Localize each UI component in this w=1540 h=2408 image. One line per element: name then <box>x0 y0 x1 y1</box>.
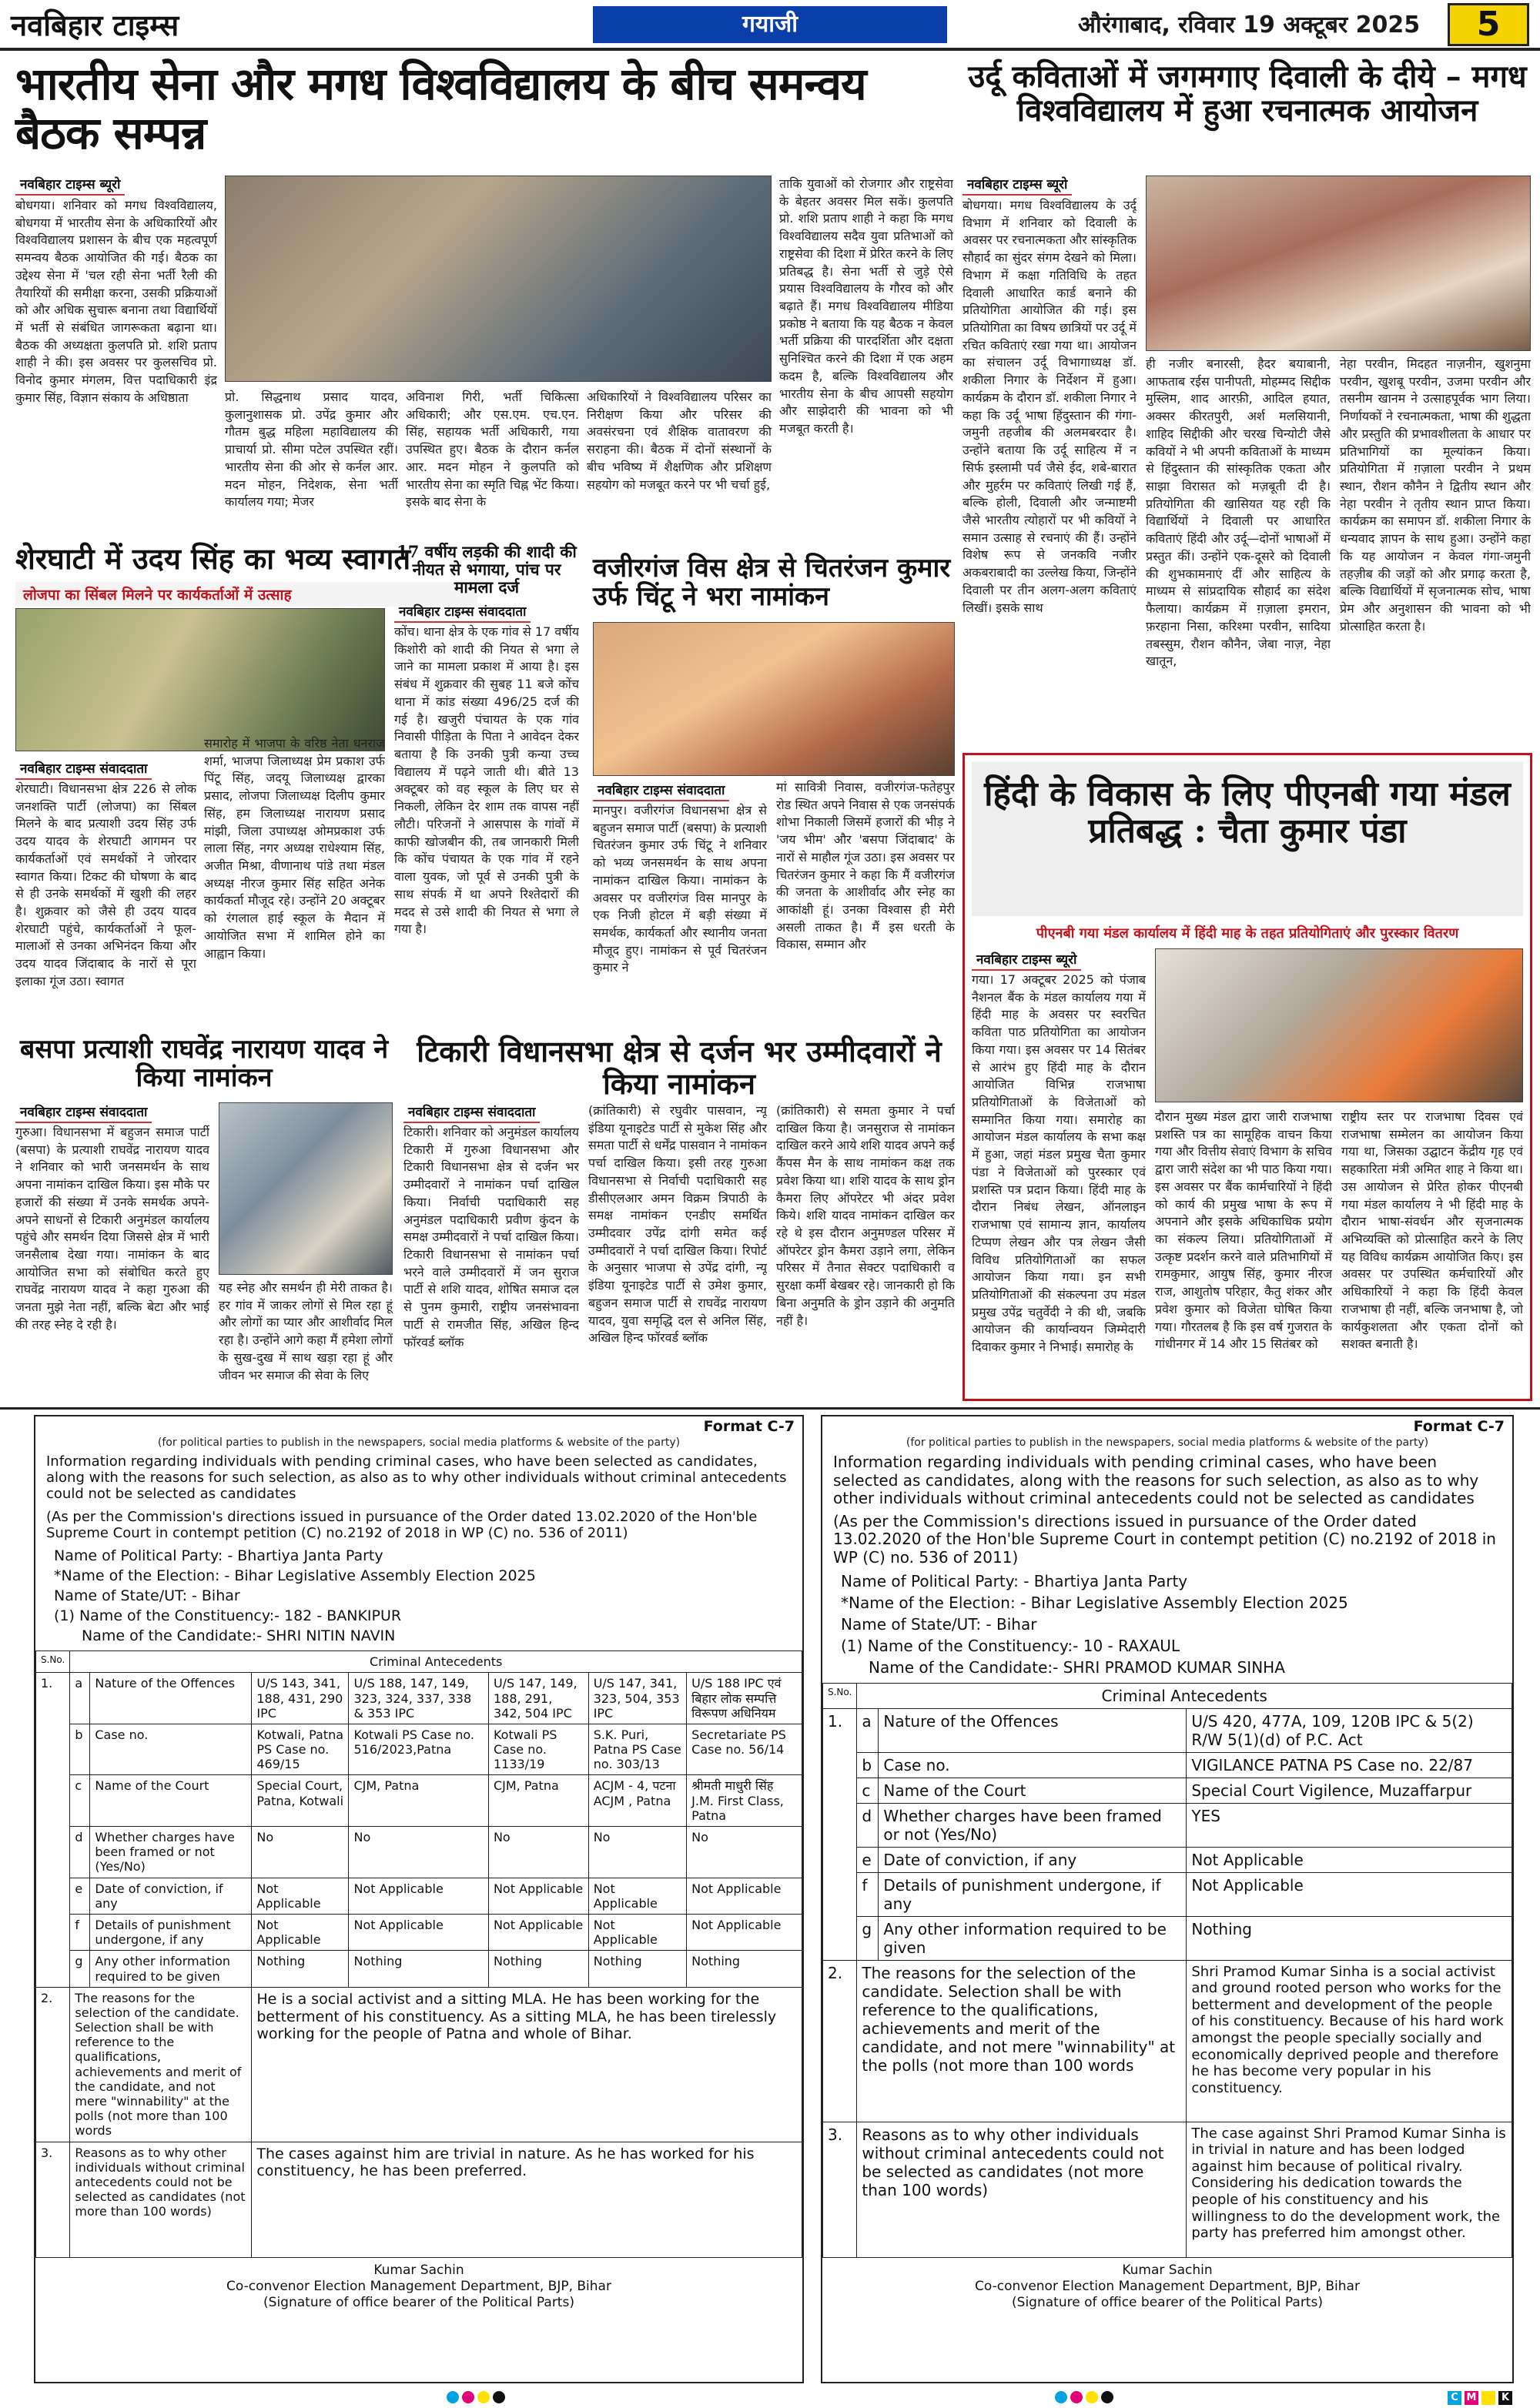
cell: Kotwali, Patna PS Case no. 469/15 <box>252 1724 349 1775</box>
cell: Not Applicable <box>349 1878 488 1914</box>
cmk-c: C <box>1448 2391 1461 2405</box>
cell: Not Applicable <box>588 1878 686 1914</box>
row-label: Details of punishment undergone, if any <box>879 1872 1187 1916</box>
cell: Nothing <box>687 1951 802 1987</box>
form-left-title: Format C-7 <box>703 1418 795 1435</box>
story6-col3: राष्ट्रीय स्तर पर राजभाषा दिवस एवं राजभाषा सम्मेलन का आयोजन किया गया था, जिसका उद्घाटन केंद्रीय गृह एवं सहकारिता मंत्री अमित शाह ने किया था। उस आयोजन से प्रेरित होकर पीएनबी गया मंडल कार्यालय ने भी हिंदी माह के दौरान भाषा-संवर्धन और सृजनात्मक अभिव्यक्ति को प्रोत्साहित करने के लिए यह विविध कार्यक्रम आयोजित किए। इस अवसर पर उपस्थित कर्मचारियों और अधिकारियों ने कहा कि हिंदी केवल राजभाषा ही नहीं, बल्कि जनभाषा है, जो कार्यकुशलता और एकता दोनों को सशक्त बनाती है। <box>1341 1109 1523 1352</box>
cell: No <box>488 1827 588 1878</box>
cell: Kotwali PS Case no. 1133/19 <box>488 1724 588 1775</box>
cell: Not Applicable <box>349 1914 488 1950</box>
story7-col1: गुरुआ। विधानसभा में बहुजन समाज पार्टी (बसपा) के प्रत्याशी राघवेंद्र नारायण यादव ने शनिवार को भारी जनसमर्थन के साथ अपना नामांकन दाखिल किया। इस मौके पर हजारों की संख्या में उनके समर्थक अपने-अपने साधनों से टिकारी अनुमंडल कार्यालय पहुंचे और समर्थन दिया जिससे क्षेत्र में भारी जनसैलाब देखा गया। नामांकन के बाद आयोजित सभा को संबोधित करते हुए राघवेंद्र नारायण यादव ने कहा गुरुआ की जनता मुझे नेता नहीं, बल्कि बेटा और भाई की तरह स्नेह दे रही है। <box>15 1125 209 1332</box>
table-row <box>36 1724 802 1775</box>
cell: Not Applicable <box>1187 1847 1512 1872</box>
ca-header: Criminal Antecedents <box>70 1651 802 1673</box>
form-right-table <box>822 1683 1512 2258</box>
row-num: 2. <box>823 1960 857 2122</box>
table-row <box>823 1752 1512 1778</box>
cell: श्रीमती माधुरी सिंह J.M. First Class, Patna <box>687 1775 802 1827</box>
table-row <box>823 1960 1512 2122</box>
signatory-name: Kumar Sachin <box>1122 2262 1213 2278</box>
row-letter: a <box>857 1708 879 1752</box>
form-left <box>34 1415 804 2383</box>
story3-col2: समारोह में भाजपा के वरिष्ठ नेता धनराज शर्मा, भाजपा जिलाध्यक्ष प्रेम प्रकाश उर्फ पिंटू सिंह, जदयू जिलाध्यक्ष द्वारका प्रसाद, लोजपा जिलाध्यक्ष दिलीप कुमार सिंह, हम जिलाध्यक्ष नारायण प्रसाद मांझी, जिला उपाध्यक्ष ओमप्रकाश उर्फ लाला सिंह, नगर अध्यक्ष राधेश्याम सिंह, अजीत मिश्रा, वीणानाथ पांडे तथा मंडल अध्यक्ष नीरज कुमार सिंह सहित अनेक कार्यकर्ता मौजूद रहे। उन्होंने 20 अक्टूबर को रंगलाल हाई स्कूल के मैदान में आयोजित सभा में शामिल होने का आह्वान किया। <box>204 736 385 961</box>
cell: Secretariate PS Case no. 56/14 <box>687 1724 802 1775</box>
cell: Nothing <box>1187 1916 1512 1960</box>
signatory-note: (Signature of office bearer of the Political Parts) <box>263 2295 574 2311</box>
form-left-constituency: (1) Name of the Constituency:- 182 - BANKIPUR <box>54 1607 402 1625</box>
story7-photo <box>219 1102 393 1275</box>
table-row <box>823 1847 1512 1872</box>
story7-headline: बसपा प्रत्याशी राघवेंद्र नारायण यादव ने किया नामांकन <box>19 1034 389 1094</box>
form-left-table <box>35 1650 802 2257</box>
story1-col2: प्रो. सिद्धनाथ प्रसाद यादव, कुलानुशासक प्रो. उपेंद्र कुमार और गौतम बुद्ध महिला महाविद्यालय की प्राचार्या प्रो. सीमा पटेल उपस्थित रहीं। भारतीय सेना की ओर से कर्नल आर. मदन मोहन, निदेशक, सेना भर्ती कार्यालय गया; मेजर <box>225 390 398 510</box>
form-right-state: Name of State/UT: - Bihar <box>841 1614 1037 1634</box>
cell: Nothing <box>588 1951 686 1987</box>
cmk-y <box>1481 2391 1495 2405</box>
row-letter: g <box>857 1916 879 1960</box>
story2-col2: ही नजीर बनारसी, हैदर बयाबानी, आफताब रईस पानीपती, मोहम्मद सिद्दीक मुस्लिम, शाद आरफ़ी, आदिल हयात, अक्सर कीरतपुरी, अर्श मलसियानी, शाहिद सिद्दीकी और चरख चिन्योटी जैसे कवियों ने भी अपनी कविताओं के माध्यम से हिंदुस्तान की सांस्कृतिक एकता और साझा विरासत को मज़बूती दी है। प्रतियोगिता की खासियत यह रही कि विद्यार्थियों ने दिवाली पर आधारित कविताएं हिंदी और उर्दू—दोनों भाषाओं में प्रस्तुत कीं। उन्होंने एक-दूसरे को दिवाली की शुभकामनाएं दीं और साहित्य के माध्यम से सांप्रदायिक सौहार्द का संदेश फैलाया। कार्यक्रम में ग़ज़ाला इमरान, फ़रहाना निसा, करिश्मा परवीन, सादिया तबस्सुम, रौशन कौनैन, जेबा नाज़, नेहा खातून, <box>1146 356 1331 669</box>
row-num: 1. <box>823 1708 857 1960</box>
row-letter: d <box>857 1803 879 1847</box>
row-label: Case no. <box>90 1724 252 1775</box>
story7-col2: यह स्नेह और समर्थन ही मेरी ताकत है। हर गांव में जाकर लोगों से मिल रहा हूं और लोगों का प्यार और आशीर्वाद मिल रहा है। उन्होंने आगे कहा मैं हमेशा लोगों के सुख-दुख में साथ खड़ा रहा हूं और जीवन भर समाज की सेवा के लिए <box>219 1280 393 1383</box>
ad-divider <box>0 1407 1540 1410</box>
story8-col1: टिकारी। शनिवार को अनुमंडल कार्यालय टिकारी में गुरुआ विधानसभा और टिकारी विधानसभा क्षेत्र से दर्जन भर उम्मीदवारों ने नामांकन पर्चा दाखिल किया। निर्वाची पदाधिकारी सह अनुमंडल पदाधिकारी प्रवीण कुंदन के समक्ष उम्मीदवारों ने पर्चा दाखिल किया। टिकारी विधानसभा से नामांकन पर्चा भरने वाले उम्मीदवारों में जन सुराज पार्टी से शशि यादव, शोषित समाज दल से पुनम कुमारी, राष्ट्रीय जनसंभावना पार्टी से रामजीत सिंह, अखिल हिन्द फॉरवर्ड ब्लॉक <box>403 1125 579 1349</box>
reasons-text: He is a social activist and a sitting MLA. He has been working for the betterment of his constituency. As a sitting MLA, he has been tirelessly working for the people of Patna and whole of Bihar. <box>252 1987 802 2142</box>
cell: S.K. Puri, Patna PS Case no. 303/13 <box>588 1724 686 1775</box>
row-letter: c <box>857 1778 879 1803</box>
issue-date: औरंगाबाद, रविवार 19 अक्टूबर 2025 <box>1078 12 1421 38</box>
cell: Not Applicable <box>1187 1872 1512 1916</box>
registration-mark-black <box>1101 2391 1113 2403</box>
row-label: Name of the Court <box>879 1778 1187 1803</box>
reasons-text: Shri Pramod Kumar Sinha is a social activist and ground rooted person who works for the betterment and development of the people of his constituency. Because of his hard work amongst the people specially socially and economically deprived people and therefore he has become very popular in his constituency. <box>1187 1960 1512 2122</box>
table-row <box>823 1778 1512 1803</box>
form-left-directions: (As per the Commission's directions issued in pursuance of the Order dated 13.02.2020 of the Hon'ble Supreme Court in contempt petition (C) no.2192 of 2018 in WP (C) no. 536 of 2011) <box>46 1508 758 1541</box>
cell: Not Applicable <box>252 1914 349 1950</box>
cell: Not Applicable <box>488 1914 588 1950</box>
story3-byline: नवबिहार टाइम्स संवाददाता <box>15 758 152 780</box>
cell: U/S 143, 341, 188, 431, 290 IPC <box>252 1673 349 1724</box>
cell: Nothing <box>488 1951 588 1987</box>
form-right-info: Information regarding individuals with pending criminal cases, who have been selected as candidates, along with the reasons for such selection, as also as to why other individuals without criminal antecedents could not be selected as candidates <box>833 1453 1479 1508</box>
story8-col3: (क्रांतिकारी) से समता कुमार ने पर्चा दाखिल किया है। जनसुराज से नामांकन दाखिल करने आये शशि यादव अपने कई कैंपस मैन के साथ नामांकन कक्ष तक प्रवेश किया था। शशि यादव के साथ ड्रोन कैमरा लिए ऑपरेटर भी अंदर प्रवेश किये। शशि यादव नामांकन दाखिल कर रहे थे इस दौरान अनुमण्डल परिसर में ऑपरेटर ड्रोन कैमरा उड़ाने लगा, लेकिन परिसर में तैनात सेक्टर पदाधिकारी व सुरक्षा कर्मी बेखबर रहे। जानकारी हो कि बिना अनुमति के ड्रोन उड़ाने की अनुमति नहीं है। <box>776 1103 955 1328</box>
story1-col4: अधिकारियों ने विश्वविद्यालय परिसर का निरीक्षण किया और परिसर की अवसंरचना एवं शैक्षिक वातावरण की सराहना की। बैठक में दोनों संस्थानों के बीच भविष्य में शैक्षणिक और प्रशिक्षण सहयोग को मजबूत करने पर भी चर्चा हुई, <box>587 390 772 492</box>
cell: Not Applicable <box>588 1914 686 1950</box>
row-num: 3. <box>823 2122 857 2257</box>
form-left-candidate: Name of the Candidate:- SHRI NITIN NAVIN <box>82 1627 396 1645</box>
form-right-directions: (As per the Commission's directions issued in pursuance of the Order dated 13.02.2020 of the Hon'ble Supreme Court in contempt petition (C) no.2192 of 2018 in WP (C) no. 536 of 2011) <box>833 1511 1496 1567</box>
story4-headline: 17 वर्षीय लड़की की शादी की नीयत से भगाया, पांच पर मामला दर्ज <box>397 542 577 597</box>
row-label: Date of conviction, if any <box>879 1847 1187 1872</box>
row-letter: b <box>857 1752 879 1778</box>
table-row <box>36 1878 802 1914</box>
row-label: Details of punishment undergone, if any <box>90 1914 252 1950</box>
registration-mark-yellow <box>477 2391 490 2403</box>
cell: Not Applicable <box>252 1878 349 1914</box>
registration-mark-black <box>493 2391 505 2403</box>
newspaper-name: नवबिहार टाइम्स <box>11 8 179 42</box>
form-right-constituency: (1) Name of the Constituency:- 10 - RAXAUL <box>841 1636 1180 1655</box>
row-letter: a <box>70 1673 90 1724</box>
row-label: Whether charges have been framed or not (Yes/No) <box>879 1803 1187 1847</box>
cell: U/S 420, 477A, 109, 120B IPC & 5(2) R/W 5(1)(d) of P.C. Act <box>1187 1708 1512 1752</box>
row-letter: d <box>70 1827 90 1878</box>
reasons-label: The reasons for the selection of the candidate. Selection shall be with reference to the qualifications, achievements and merit of the candidate, and not mere "winnability" at the polls (not more than 100 words <box>857 1960 1187 2122</box>
cell: Nothing <box>252 1951 349 1987</box>
form-left-info: Information regarding individuals with pending criminal cases, who have been selected as candidates, along with the reasons for such selection, as also as to why other individuals without criminal antecedents could not be selected as candidates <box>46 1453 787 1503</box>
cell: Special Court, Patna, Kotwali <box>252 1775 349 1827</box>
story2-byline: नवबिहार टाइम्स ब्यूरो <box>962 173 1072 196</box>
cell: Kotwali PS Case no. 516/2023,Patna <box>349 1724 488 1775</box>
row-letter: b <box>70 1724 90 1775</box>
row-letter: f <box>70 1914 90 1950</box>
row-num: 2. <box>36 1987 70 2142</box>
story7-byline: नवबिहार टाइम्स संवाददाता <box>15 1101 152 1123</box>
story8-col2: (क्रांतिकारी) से रघुवीर पासवान, न्यू इंडिया यूनाइटेड पार्टी से मुकेश सिंह और समता पार्टी से धर्मेंद्र पासवान ने नामांकन पर्चा दाखिल किया। इसी तरह गुरुआ विधानसभा से निर्वाची पदाधिकारी सह डीसीएलआर अमन विक्रम त्रिपाठी के समक्ष नामांकन एनडीए समर्थित उम्मीदवार उपेंद्र दांगी समेत कई उम्मीदवारों ने पर्चा दाखिल किया। रिपोर्ट के अनुसार भाजपा से उपेंद्र दांगी, न्यू इंडिया यूनाइटेड पार्टी से उमेश कुमार, बहुजन समाज पार्टी से राघवेंद्र नारायण यादव, युवा समृद्धि दल से अनिल सिंह, अखिल हिन्द फॉरवर्ड ब्लॉक <box>588 1103 767 1346</box>
story8-byline: नवबिहार टाइम्स संवाददाता <box>403 1101 540 1123</box>
story5-photo <box>593 622 955 776</box>
story5-col1: मानपुर। वजीरगंज विधानसभा क्षेत्र से बहुजन समाज पार्टी (बसपा) के प्रत्याशी चितरंजन कुमार उर्फ चिंटू ने शनिवार को भव्य जनसमर्थन के साथ अपना नामांकन दाखिल किया। नामांकन के अवसर पर वजीरगंज विस मानपुर के एक निजी होटल में बड़ी संख्या में समर्थक, कार्यकर्ता और स्थानीय जनता मौजूद हुए। नामांकन से पूर्व चितरंजन कुमार ने <box>593 803 767 975</box>
story6-headline: हिंदी के विकास के लिए पीएनबी गया मंडल प्रतिबद्ध : चैता कुमार पंडा <box>972 762 1523 916</box>
row-label: Case no. <box>879 1752 1187 1778</box>
cell: VIGILANCE PATNA PS Case no. 22/87 <box>1187 1752 1512 1778</box>
table-row <box>36 1827 802 1878</box>
row-letter: c <box>70 1775 90 1827</box>
story5-col2: मां सावित्री निवास, वजीरगंज-फतेहपुर रोड स्थित अपने निवास से एक जनसंपर्क शोभा निकाली जिसमें हजारों की भीड़ ने 'जय भीम' और 'बसपा जिंदाबाद' के नारों से माहौल गूंज उठा। इस अवसर पर चितरंजन कुमार ने कहा कि मैं वजीरगंज की जनता के आशीर्वाद और स्नेह का आकांक्षी हूं। उनका विश्वास ही मेरी असली ताकत है। मैं इस धरती के विकास, सम्मान और <box>776 780 955 952</box>
table-row <box>36 2142 802 2257</box>
signatory-title: Co-convenor Election Management Department, BJP, Bihar <box>975 2278 1360 2294</box>
cmk-k: K <box>1498 2391 1512 2405</box>
row-label: Any other information required to be given <box>879 1916 1187 1960</box>
registration-mark-magenta <box>1070 2391 1083 2403</box>
cell: U/S 147, 341, 323, 504, 353 IPC <box>588 1673 686 1724</box>
table-row <box>36 1673 802 1724</box>
story3-subhead: लोजपा का सिंबल मिलने पर कार्यकर्ताओं में उत्साह <box>15 582 477 607</box>
row-label: Nature of the Offences <box>879 1708 1187 1752</box>
cell: No <box>588 1827 686 1878</box>
ca-header: Criminal Antecedents <box>857 1683 1512 1708</box>
form-left-subtitle: (for political parties to publish in the newspapers, social media platforms & website of the party) <box>157 1436 681 1449</box>
story6-col2: दौरान मुख्य मंडल द्वारा जारी राजभाषा प्रशस्ति पत्र का सामूहिक वाचन किया गया और वित्तीय सेवाएं विभाग के सचिव द्वारा जारी संदेश का भी पाठ किया गया। इस अवसर पर बैंक कार्मचारियों ने हिंदी को कार्य की प्रमुख भाषा के रूप में अपनाने और इसके अधिकाधिक प्रयोग का संकल्प लिया। प्रतियोगिताओं में उत्कृष्ट प्रदर्शन करने वाले प्रतिभागियों में रामकुमार, आयुष सिंह, कुमार नीरज राज, आशुतोष परिहार, कैतु शंकर और प्रवेश कुमार को विजेता घोषित किया गया। गौरतलब है कि इस वर्ष गुजरात के गांधीनगर में 14 और 15 सितंबर को <box>1155 1109 1332 1352</box>
reasons-label: The reasons for the selection of the candidate. Selection shall be with reference to the qualifications, achievements and merit of the candidate, and not mere "winnability" at the polls (not more than 100 words <box>70 1987 252 2142</box>
cell: No <box>687 1827 802 1878</box>
story1-byline: नवबिहार टाइम्स ब्यूरो <box>15 173 125 196</box>
story1-photo <box>225 176 772 382</box>
story1-col3: अविनाश गिरी, भर्ती चिकित्सा अधिकारी; और एस.एम. एच.एन. सिंह, सहायक भर्ती अधिकारी, गया उपस्थित हुए। बैठक के दौरान कर्नल आर. मदन मोहन ने कुलपति को भारतीय सेना का स्मृति चिह्न भेंट किया। इसके बाद सेना के <box>406 390 579 510</box>
cell: ACJM - 4, पटना ACJM , Patna <box>588 1775 686 1827</box>
story5-headline: वजीरगंज विस क्षेत्र से चितरंजन कुमार उर्फ चिंटू ने भरा नामांकन <box>593 553 951 613</box>
cell: Not Applicable <box>687 1914 802 1950</box>
row-label: Nature of the Offences <box>90 1673 252 1724</box>
story1-headline: भारतीय सेना और मगध विश्वविद्यालय के बीच समन्वय बैठक सम्पन्न <box>15 58 866 159</box>
why-text: The case against Shri Pramod Kumar Sinha is in trivial in nature and has been lodged against him because of political rivalry. Considering his dedication towards the people of his constituency and his willingness to do the development work, the party has preferred him amongst other. <box>1187 2122 1512 2257</box>
table-row <box>823 2122 1512 2257</box>
row-letter: e <box>857 1847 879 1872</box>
cell: YES <box>1187 1803 1512 1847</box>
story3-headline: शेरघाटी में उदय सिंह का भव्य स्वागत <box>15 541 411 576</box>
masthead <box>0 0 1540 51</box>
table-row <box>823 1708 1512 1752</box>
table-row <box>36 1651 802 1673</box>
row-label: Date of conviction, if any <box>90 1878 252 1914</box>
story2-col1: बोधगया। मगध विश्वविद्यालय के उर्दू विभाग में शनिवार को दिवाली के अवसर पर रचनात्मकता और सांस्कृतिक सौहार्द का सुंदर संगम देखने को मिला। विभाग में कक्षा गतिविधि के तहत दिवाली आधारित कार्ड बनाने की प्रतियोगिता आयोजित की गई। इस प्रतियोगिता का विषय छात्रियों पर उर्दू में रचित कविताएं रखा गया था। आयोजन का संचालन उर्दू विभागाध्यक्ष डॉ. शकीला निगार के निर्देशन में हुआ। कार्यक्रम के दौरान डॉ. शकीला निगार ने कहा कि उर्दू भाषा हिंदुस्तान की गंगा-जमुनी तहजीब की अलमबरदार है। उन्होंने बताया कि उर्दू साहित्य में न सिर्फ इस्लामी पर्व जैसे ईद, शबे-बारात और मुहर्रम पर कविताएं लिखी गई हैं, बल्कि होली, दिवाली और जन्माष्टमी जैसे भारतीय त्योहारों पर भी कवियों ने समान उत्साह से रचनाएं की हैं। उन्होंने विशेष रूप से जनकवि नजीर अकबराबादी का उल्लेख किया, जिन्होंने दिवाली पर तीन अलग-अलग कविताएं लिखीं। इसके साथ <box>962 198 1137 615</box>
table-row <box>36 1987 802 2142</box>
cell: Nothing <box>349 1951 488 1987</box>
cmk-m: M <box>1465 2391 1478 2405</box>
row-letter: g <box>70 1951 90 1987</box>
cell: Special Court Vigilence, Muzaffarpur <box>1187 1778 1512 1803</box>
story2-photo <box>1146 176 1531 351</box>
story8-headline: टिकारी विधानसभा क्षेत्र से दर्जन भर उम्मीदवारों ने किया नामांकन <box>417 1034 942 1101</box>
signatory-name: Kumar Sachin <box>373 2262 464 2278</box>
cell: Not Applicable <box>488 1878 588 1914</box>
form-right <box>821 1415 1514 2383</box>
form-left-party: Name of Political Party: - Bhartiya Janta Party <box>54 1547 383 1565</box>
form-left-election: *Name of the Election: - Bihar Legislative Assembly Election 2025 <box>54 1567 536 1585</box>
cell: U/S 147, 149, 188, 291, 342, 504 IPC <box>488 1673 588 1724</box>
cell: CJM, Patna <box>349 1775 488 1827</box>
story4-byline: नवबिहार टाइम्स संवाददाता <box>394 600 531 623</box>
story2-col3: नेहा परवीन, मिदहत नाज़नीन, खुशनुमा परवीन, खुशबू परवीन, उजमा परवीन और तसनीम खानम ने उत्साहपूर्वक भाग लिया। निर्णायकों ने रचनात्मकता, भाषा की शुद्धता और प्रस्तुति की प्रभावशीलता के आधार पर प्रतिभागियों का मूल्यांकन किया। प्रतियोगिता में ग़ज़ाला परवीन ने प्रथम स्थान, रौशन कौनैन ने द्वितीय स्थान और नेहा परवीन ने तृतीय स्थान प्राप्त किया। कार्यक्रम का समापन डॉ. शकीला निगार के धन्यवाद ज्ञापन के साथ हुआ। उन्होंने कहा कि यह आयोजन न केवल गंगा-जमुनी तहज़ीब की जड़ों को और प्रगाढ़ करता है, बल्कि विद्यार्थियों में सृजनात्मक सोच, भाषा प्रेम और अनुशासन की भावना को भी प्रोत्साहित करता है। <box>1340 356 1531 634</box>
why-label: Reasons as to why other individuals without criminal antecedents could not be selected as candidates (not more than 100 words) <box>70 2142 252 2257</box>
why-label: Reasons as to why other individuals without criminal antecedents could not be selected as candidates (not more than 100 words) <box>857 2122 1187 2257</box>
registration-mark-yellow <box>1086 2391 1098 2403</box>
signatory-title: Co-convenor Election Management Department, BJP, Bihar <box>226 2278 611 2294</box>
story4-body: कोंच। थाना क्षेत्र के एक गांव से 17 वर्षीय किशोरी को शादी की नियत से भगा ले जाने का मामला प्रकाश में आया है। इस संबंध में शुक्रवार की सुबह 11 बजे कोंच थाना में कांड संख्या 496/25 दर्ज की गई है। खजुरी पंचायत के एक गांव निवासी पीड़िता के पिता ने आवेदन देकर बताया है कि उनकी पुत्री कन्या उच्च विद्यालय में पढ़ने जाती थी। बीते 13 अक्टूबर को वह स्कूल के लिए घर से निकली, लेकिन देर शाम तक वापस नहीं लौटी। परिजनों ने आसपास के गांवों में काफी खोजबीन की, तब जानकारी मिली कि कोंच पंचायत के एक गांव में रहने वाला युवक, जो पूर्व से उनकी पुत्री के साथ संपर्क में था अपने रिश्तेदारों की मदद से उसे शादी की नियत से भगा ले गया है। <box>394 624 579 937</box>
table-row <box>823 1872 1512 1916</box>
city-banner: गयाजी <box>593 6 947 43</box>
table-row <box>36 1914 802 1950</box>
sno-header: S.No. <box>823 1683 857 1708</box>
cell: U/S 188, 147, 149, 323, 324, 337, 338 & 353 IPC <box>349 1673 488 1724</box>
form-right-candidate: Name of the Candidate:- SHRI PRAMOD KUMAR SINHA <box>869 1657 1285 1677</box>
story2-headline: उर्दू कविताओं में जगमगाए दिवाली के दीये – मगध विश्वविद्यालय में हुआ रचनात्मक आयोजन <box>968 59 1527 129</box>
why-text: The cases against him are trivial in nature. As he has worked for his constituency, he has been preferred. <box>252 2142 802 2257</box>
registration-mark-cyan <box>1055 2391 1067 2403</box>
table-row <box>36 1775 802 1827</box>
story1-col5: ताकि युवाओं को रोजगार और राष्ट्रसेवा के बेहतर अवसर मिल सकें। कुलपति प्रो. शशि प्रताप शाही ने कहा कि मगध विश्वविद्यालय सदैव युवा प्रतिभाओं को राष्ट्रसेवा की दिशा में प्रेरित करने के लिए प्रतिबद्ध है। सेना भर्ती से जुड़े ऐसे प्रयास विश्वविद्यालय के गौरव को और बढ़ाते हैं। मगध विश्वविद्यालय मीडिया प्रकोष्ठ ने बताया कि यह बैठक न केवल भर्ती प्रक्रिया की पारदर्शिता और दक्षता सुनिश्चित करने की दिशा में एक अहम कदम है, बल्कि विश्वविद्यालय और भारतीय सेना के बीच आपसी सहयोग और साझेदारी की भावना को भी मजबूत करती है। <box>779 176 953 436</box>
form-right-election: *Name of the Election: - Bihar Legislative Assembly Election 2025 <box>841 1593 1348 1612</box>
form-right-subtitle: (for political parties to publish in the newspapers, social media platforms & website of the party) <box>906 1436 1429 1449</box>
story3-photo <box>15 608 385 751</box>
row-letter: e <box>70 1878 90 1914</box>
cell: No <box>349 1827 488 1878</box>
cell: Not Applicable <box>687 1878 802 1914</box>
registration-mark-cyan <box>447 2391 459 2403</box>
form-left-state: Name of State/UT: - Bihar <box>54 1587 240 1605</box>
signatory-note: (Signature of office bearer of the Political Parts) <box>1012 2295 1323 2311</box>
row-label: Any other information required to be given <box>90 1951 252 1987</box>
page-number: 5 <box>1448 3 1529 46</box>
story6-subhead: पीएनबी गया मंडल कार्यालय में हिंदी माह के तहत प्रतियोगिताएं और पुरस्कार वितरण <box>1036 925 1459 941</box>
row-letter: f <box>857 1872 879 1916</box>
table-row <box>823 1683 1512 1708</box>
story1-col1: बोधगया। शनिवार को मगध विश्वविद्यालय, बोधगया में भारतीय सेना के अधिकारियों और विश्वविद्यालय प्रशासन के बीच एक महत्वपूर्ण समन्वय बैठक आयोजित की गई। बैठक का उद्देश्य सेना में 'चल रही सेना भर्ती रैली की तैयारियों की समीक्षा करना, उसकी प्रक्रियाओं को और अधिक सुचारू बनाना तथा विद्यार्थियों में भर्ती से संबंधित जागरूकता बढ़ाना था। बैठक की अध्यक्षता कुलपति प्रो. शशि प्रताप शाही ने की। इस अवसर पर कुलसचिव प्रो. विनोद कुमार मंगलम, वित्त पदाधिकारी इंद्र कुमार सिंह, विज्ञान संकाय के अधिष्ठाता <box>15 198 217 405</box>
table-row <box>36 1951 802 1987</box>
table-row <box>823 1803 1512 1847</box>
form-right-title: Format C-7 <box>1413 1418 1505 1435</box>
story6-photo <box>1155 948 1523 1102</box>
story3-col1: शेरघाटी। विधानसभा क्षेत्र 226 से लोक जनशक्ति पार्टी (लोजपा) का सिंबल मिलने के बाद प्रत्याशी उदय सिंह उर्फ उदय यादव के शेरघाटी आगमन पर कार्यकर्ताओं एवं समर्थकों ने जोरदार स्वागत किया। टिकट की घोषणा के बाद से ही उनके समर्थकों में खुशी की लहर है। शुक्रवार को जैसे ही उदय यादव शेरघाटी पहुंचे, कार्यकर्ताओं ने फूल-मालाओं से उनका अभिनंदन किया और उदय यादव जिंदाबाद के नारों से पूरा इलाका गूंज उठा। स्वागत <box>15 781 196 988</box>
form-right-party: Name of Political Party: - Bhartiya Janta Party <box>841 1571 1188 1590</box>
row-label: Whether charges have been framed or not (Yes/No) <box>90 1827 252 1878</box>
story5-byline: नवबिहार टाइम्स संवाददाता <box>593 779 729 801</box>
row-num: 1. <box>36 1673 70 1987</box>
registration-mark-magenta <box>462 2391 474 2403</box>
row-num: 3. <box>36 2142 70 2257</box>
table-row <box>823 1916 1512 1960</box>
cell: No <box>252 1827 349 1878</box>
story6-byline: नवबिहार टाइम्स ब्यूरो <box>972 948 1081 971</box>
cell: U/S 188 IPC एवं बिहार लोक सम्पत्ति विरूपण अधिनियम <box>687 1673 802 1724</box>
cell: CJM, Patna <box>488 1775 588 1827</box>
sno-header: S.No. <box>36 1651 70 1673</box>
story6-intro: गया। 17 अक्टूबर 2025 को पंजाब नैशनल बैंक के मंडल कार्यालय गया में हिंदी माह के अवसर पर स्वरचित कविता पाठ प्रतियोगिता का आयोजन किया गया। इस अवसर पर 14 सितंबर से आरंभ हुए हिंदी माह के दौरान आयोजित विभिन्न राजभाषा प्रतियोगिताओं के विजेताओं को सम्मानित किया गया। समारोह का आयोजन मंडल कार्यालय के सभा कक्ष में हुआ, जहां मंडल प्रमुख चैता कुमार पंडा ने विजेताओं को पुरस्कार एवं प्रशस्ति पत्र प्रदान किया। हिंदी माह के दौरान निबंध लेखन, ऑनलाइन राजभाषा एवं सामान्य ज्ञान, कार्यालय टिप्पण लेखन और पत्र लेखन जैसी विविध प्रतियोगिताओं का सफल आयोजन किया गया। इन सभी प्रतियोगिताओं की संकल्पना उप मंडल प्रमुख उपेंद्र चतुर्वेदी ने की थी, जबकि आयोजन की कार्यान्वयन जिम्मेदारी दिवाकर कुमार ने निभाई। समारोह के <box>972 972 1146 1355</box>
row-label: Name of the Court <box>90 1775 252 1827</box>
